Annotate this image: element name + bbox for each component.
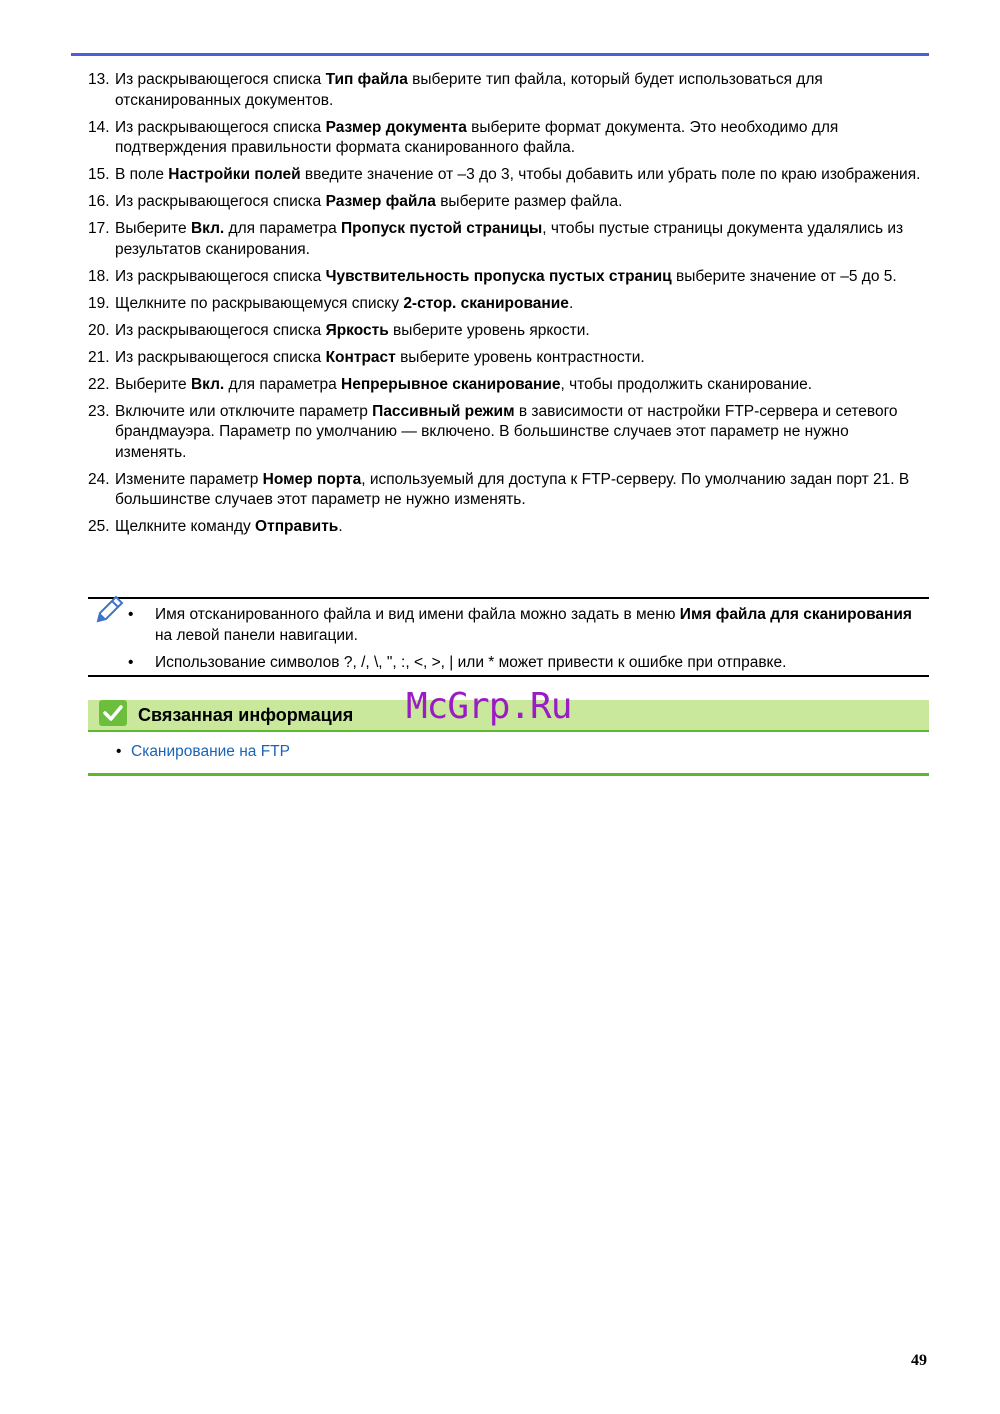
step-number: 14. [88,118,110,136]
step-item [88,402,923,464]
bold-term: Тип файла [325,71,408,88]
text-run: Из раскрывающегося списка [115,118,326,136]
step-item [88,267,923,288]
text-run: Щелкните команду [115,518,256,535]
text-run: выберите формат документа. Это необходимо для подтверждения правильности формата сканированного файла. [115,118,839,156]
bold-term: Размер документа [325,118,467,136]
related-links [116,742,290,762]
bold-term: Вкл. [190,220,225,237]
step-item [88,321,923,342]
step-number: 25. [88,518,110,535]
pencil-icon [90,593,126,629]
related-info-title: Связанная информация [138,705,354,725]
step-text [115,192,923,213]
step-text [115,70,923,111]
bold-term: Размер файла [325,193,436,210]
step-text [115,118,923,159]
page-number: 49 [911,1352,927,1369]
step-number: 19. [88,294,110,312]
step-text [115,267,923,288]
step-text [115,375,923,396]
text-run: Из раскрывающегося списка [115,348,326,366]
bullet: • [116,743,122,760]
bold-term: Имя файла для сканирования [679,606,912,623]
bullet: • [128,606,134,623]
bold-term: Отправить [255,518,339,535]
text-run: введите значение от –3 до 3, чтобы добавить или убрать поле по краю изображения. [300,166,921,183]
note-item [128,605,918,646]
text-run: Использование символов ?, /, \, ", :, <, >, | или * может привести к ошибке при отправке. [155,653,787,671]
step-text [115,402,923,464]
bold-term: Непрерывное сканирование [341,375,561,393]
step-item [88,294,923,315]
step-text [115,321,923,342]
step-text [115,165,923,186]
text-run: в зависимости от настройки FTP-сервера и сетевого брандмауэра. Параметр по умолчанию — включено. В большинстве случаев этот параметр не нужно изменять. [115,402,898,461]
step-item [88,375,923,396]
text-run: Включите или отключите параметр [115,402,373,420]
checkmark-icon [99,700,127,726]
text-run: Из раскрывающегося списка [115,71,326,88]
bold-term: Контраст [325,348,396,366]
step-item [88,118,923,159]
steps-list [88,70,923,544]
step-number: 24. [88,470,110,488]
text-run: Выберите [115,375,191,393]
step-number: 23. [88,402,110,420]
text-run: Из раскрывающегося списка [115,321,326,339]
step-number: 20. [88,321,110,339]
bold-term: Номер порта [262,470,362,488]
text-run: В поле [115,166,169,183]
step-number: 18. [88,267,110,285]
step-number: 21. [88,348,110,366]
step-number: 13. [88,71,110,88]
text-run: выберите значение от –5 до 5. [671,267,897,285]
text-run: Измените параметр [115,470,263,488]
step-item [88,517,923,538]
note-item [128,653,918,674]
link-scan-to-ftp[interactable]: Сканирование на FTP [131,743,290,760]
text-run: выберите тип файла, который будет использоваться для отсканированных документов. [115,71,823,109]
step-number: 15. [88,166,110,183]
text-run: . [568,294,574,312]
bold-term: Яркость [325,321,389,339]
step-item [88,470,923,511]
text-run: Выберите [115,220,191,237]
text-run: . [338,518,343,535]
text-run: для параметра [224,220,341,237]
note-text [155,653,918,674]
related-info-underline [88,730,929,732]
text-run: выберите размер файла. [435,193,623,210]
bold-term: Пассивный режим [372,402,515,420]
header-rule [71,53,929,56]
text-run: для параметра [224,375,341,393]
step-item [88,70,923,111]
step-item [88,219,923,260]
step-text [115,348,923,369]
note-list [128,605,918,680]
text-run: Из раскрывающегося списка [115,193,326,210]
text-run: , чтобы пустые страницы документа удалялись из результатов сканирования. [115,220,904,258]
step-text [115,294,923,315]
step-text [115,219,923,260]
text-run: , чтобы продолжить сканирование. [560,375,813,393]
step-item [88,165,923,186]
related-info-bottom-rule [88,773,929,776]
bold-term: Пропуск пустой страницы [341,220,543,237]
bullet: • [128,653,134,671]
text-run: выберите уровень яркости. [388,321,590,339]
step-item [88,192,923,213]
bold-term: Настройки полей [168,166,301,183]
step-item [88,348,923,369]
note-text [155,605,918,646]
bold-term: Чувствительность пропуска пустых страниц [325,267,672,285]
step-text [115,517,923,538]
step-text [115,470,923,511]
text-run: на левой панели навигации. [155,626,358,644]
text-run: Имя отсканированного файла и вид имени файла можно задать в меню [155,606,680,623]
text-run: выберите уровень контрастности. [395,348,645,366]
step-number: 22. [88,375,110,393]
step-number: 16. [88,193,110,210]
text-run: Из раскрывающегося списка [115,267,326,285]
bold-term: Вкл. [190,375,225,393]
note-box [88,597,929,677]
bold-term: 2-стор. сканирование [403,294,569,312]
text-run: , используемый для доступа к FTP-серверу. По умолчанию задан порт 21. В большинстве случаев этот параметр не нужно изменять. [115,470,910,508]
step-number: 17. [88,220,110,237]
watermark: McGrp.Ru [406,686,572,727]
text-run: Щелкните по раскрывающемуся списку [115,294,404,312]
